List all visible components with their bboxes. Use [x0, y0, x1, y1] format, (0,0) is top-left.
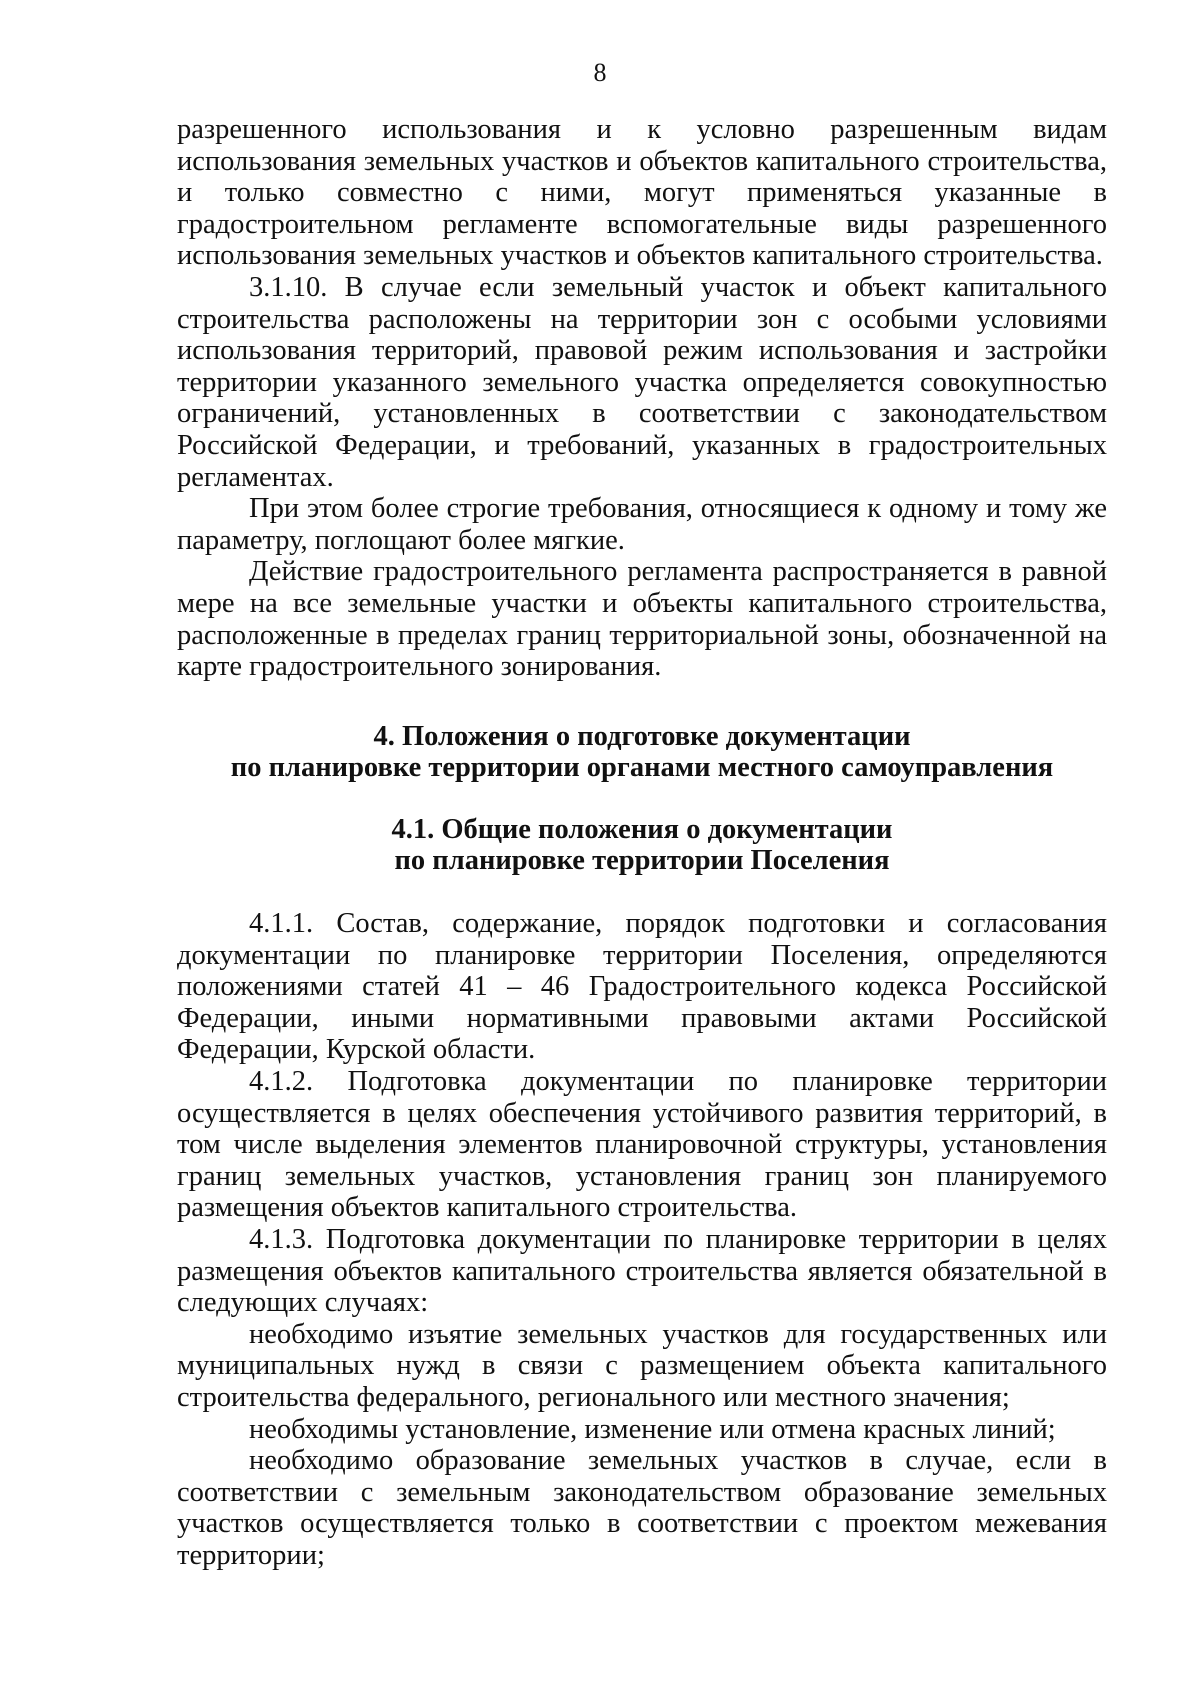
list-item: необходимо образование земельных участков в случае, если в соответствии с земельным законодательством образование земельных участков осуществляется только в соответствии с проектом межевания территории;: [177, 1445, 1107, 1571]
page-number: 8: [593, 58, 607, 87]
paragraph: Действие градостроительного регламента распространяется в равной мере на все земельные участки и объекты капитального строительства, расположенные в пределах границ территориальной зоны, обозначенной на карте градостроительного зонирования.: [177, 556, 1107, 683]
subsection-heading-line: по планировке территории Поселения: [394, 845, 890, 877]
list-item: необходимо изъятие земельных участков для государственных или муниципальных нужд в связи с размещением объекта капитального строительства федерального, регионального или местного значения;: [177, 1318, 1107, 1413]
paragraph: 4.1.3. Подготовка документации по планировке территории в целях размещения объектов капитального строительства является обязательной в следующих случаях:: [177, 1224, 1107, 1319]
section-heading-line: по планировке территории органами местного самоуправления: [230, 752, 1054, 784]
subsection-heading: [177, 814, 1107, 877]
list-item: необходимы установление, изменение или отмена красных линий;: [249, 1413, 1056, 1445]
subsection-heading-line: 4.1. Общие положения о документации: [391, 813, 893, 845]
paragraph: 4.1.2. Подготовка документации по планировке территории осуществляется в целях обеспечения устойчивого развития территорий, в том числе выделения элементов планировочной структуры, установления границ земельных участков, установления границ зон планируемого размещения объектов капитального строительства.: [177, 1066, 1107, 1224]
paragraph: 3.1.10. В случае если земельный участок и объект капитального строительства расположены на территории зон с особыми условиями использования территорий, правовой режим использования и застройки территории указанного земельного участка определяется совокупностью ограничений, установленных в соответствии с законодательством Российской Федерации, и требований, указанных в градостроительных регламентах.: [177, 271, 1107, 493]
paragraph: При этом более строгие требования, относящиеся к одному и тому же параметру, поглощают более мягкие.: [177, 493, 1107, 556]
document-body: [177, 114, 1107, 1572]
paragraph: разрешенного использования и к условно разрешенным видам использования земельных участков и объектов капитального строительства, и только совместно с ними, могут применяться указанные в градостроительном регламенте вспомогательные виды разрешенного использования земельных участков и объектов капитального строительства.: [177, 114, 1107, 272]
paragraph: 4.1.1. Состав, содержание, порядок подготовки и согласования документации по планировке территории Поселения, определяются положениями статей 41 – 46 Градостроительного кодекса Российской Федерации, иными нормативными правовыми актами Российской Федерации, Курской области.: [177, 908, 1107, 1066]
section-heading: [177, 721, 1107, 784]
section-heading-line: 4. Положения о подготовке документации: [373, 720, 911, 752]
